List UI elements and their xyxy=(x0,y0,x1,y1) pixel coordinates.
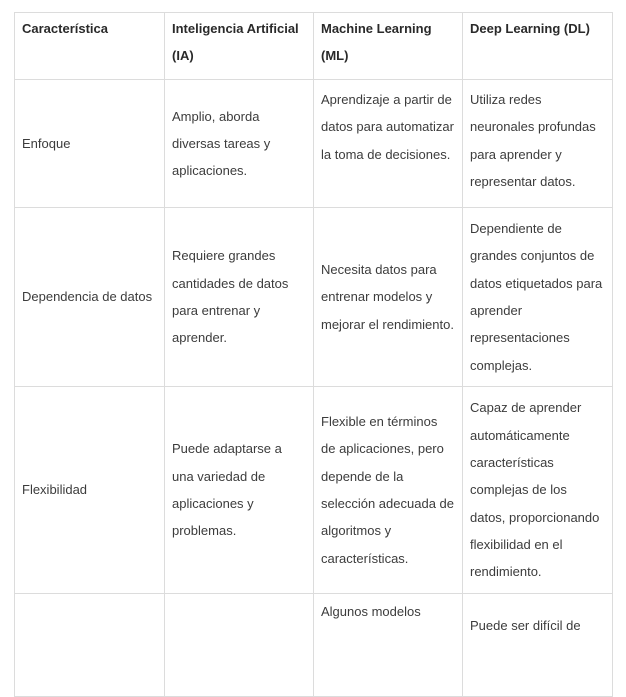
cell-ia xyxy=(165,594,314,697)
cell-ia: Puede adaptarse a una variedad de aplicaciones y problemas. xyxy=(165,387,314,594)
header-caracteristica: Característica xyxy=(15,13,165,80)
cell-dl: Utiliza redes neuronales profundas para aprender y representar datos. xyxy=(463,80,613,208)
table-row-enfoque xyxy=(15,80,613,208)
header-dl: Deep Learning (DL) xyxy=(463,13,613,80)
cell-ml: Necesita datos para entrenar modelos y mejorar el rendimiento. xyxy=(314,208,463,387)
cell-feature: Enfoque xyxy=(15,80,165,208)
cell-dl: Capaz de aprender automáticamente características complejas de los datos, proporcionando flexibilidad en el rendimiento. xyxy=(463,387,613,594)
table-row-dependencia xyxy=(15,208,613,387)
cell-ia: Requiere grandes cantidades de datos para entrenar y aprender. xyxy=(165,208,314,387)
cell-ml: Algunos modelos xyxy=(314,594,463,697)
header-ml: Machine Learning (ML) xyxy=(314,13,463,80)
cell-ml: Flexible en términos de aplicaciones, pero depende de la selección adecuada de algoritmos y características. xyxy=(314,387,463,594)
cell-ml: Aprendizaje a partir de datos para automatizar la toma de decisiones. xyxy=(314,80,463,208)
table-header-row xyxy=(15,13,613,80)
cell-feature: Flexibilidad xyxy=(15,387,165,594)
cell-dl: Dependiente de grandes conjuntos de datos etiquetados para aprender representaciones complejas. xyxy=(463,208,613,387)
table-row-flexibilidad xyxy=(15,387,613,594)
cell-dl: Puede ser difícil de xyxy=(463,594,613,697)
header-ia: Inteligencia Artificial (IA) xyxy=(165,13,314,80)
comparison-table-container xyxy=(14,12,612,697)
cell-feature: Dependencia de datos xyxy=(15,208,165,387)
cell-ia: Amplio, aborda diversas tareas y aplicaciones. xyxy=(165,80,314,208)
table-row-partial xyxy=(15,594,613,697)
comparison-table xyxy=(14,12,613,697)
cell-feature xyxy=(15,594,165,697)
